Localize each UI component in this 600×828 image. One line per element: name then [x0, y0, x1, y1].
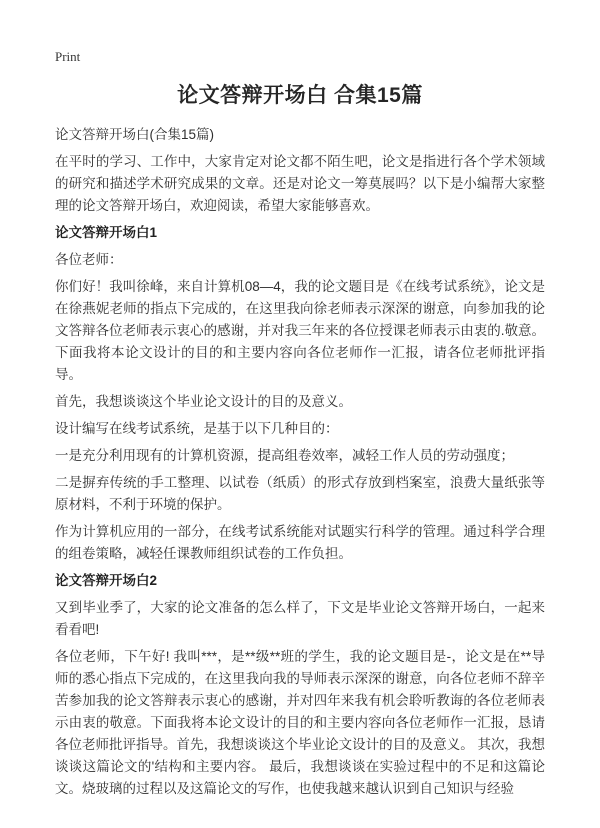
section-1-paragraph: 二是摒弃传统的手工整理、以试卷（纸质）的形式存放到档案室，浪费大量纸张等原材料，不利于环境的保护。 [55, 475, 545, 512]
section-1-salutation: 各位老师： [55, 252, 123, 267]
print-button[interactable]: Print [55, 49, 81, 64]
section-1-paragraph: 你们好！我叫徐峰，来自计算机08—4，我的论文题目是《在线考试系统》，论文是在徐燕妮老师的指点下完成的，在这里我向徐老师表示深深的谢意，向参加我的论文答辩各位老师表示衷心的感谢，并对我三年来的各位授课老师表示由衷的.敬意。下面我将本论文设计的目的和主要内容向各位老师作一汇报，请各位老师批评指导。 [55, 279, 545, 382]
section-1-paragraph: 一是充分利用现有的计算机资源，提高组卷效率，减轻工作人员的劳动强度； [55, 448, 514, 463]
section-2-heading: 论文答辩开场白2 [55, 573, 158, 588]
document-subtitle: 论文答辩开场白(合集15篇) [55, 127, 215, 142]
section-1-paragraph: 首先，我想谈谈这个毕业论文设计的目的及意义。 [55, 394, 352, 409]
section-1-heading: 论文答辩开场白1 [55, 225, 158, 240]
section-2-paragraph: 又到毕业季了，大家的论文准备的怎么样了，下文是毕业论文答辩开场白，一起来看看吧! [55, 600, 545, 637]
section-1-paragraph: 作为计算机应用的一部分，在线考试系统能对试题实行科学的管理。通过科学合理的组卷策略，减轻任课教师组织试卷的工作负担。 [55, 524, 545, 561]
section-1-paragraph: 设计编写在线考试系统，是基于以下几种目的： [55, 421, 339, 436]
section-2-paragraph: 各位老师，下午好! 我叫***，是**级**班的学生，我的论文题目是-，论文是在**导师的悉心指点下完成的，在这里我向我的导师表示深深的谢意，向各位老师不辞辛苦参加我的论文答辩表示衷心的感谢，并对四年来我有机会聆听教诲的各位老师表示由衷的敬意。下面我将本论文设计的目的和主要内容向各位老师作一汇报，恳请各位老师批评指导。首先，我想谈谈这个毕业论文设计的目的及意义。 其次，我想谈谈这篇论文的'结构和主要内容。 最后，我想谈谈在实验过程中的不足和这篇论文。烧玻璃的过程以及这篇论文的写作，也使我越来越认识到自己知识与经验 [55, 649, 545, 796]
document-title: 论文答辩开场白 合集15篇 [177, 84, 423, 107]
intro-paragraph: 在平时的学习、工作中，大家肯定对论文都不陌生吧，论文是指进行各个学术领域的研究和描述学术研究成果的文章。还是对论文一筹莫展吗？以下是小编帮大家整理的论文答辩开场白，欢迎阅读，希望大家能够喜欢。 [55, 154, 545, 213]
